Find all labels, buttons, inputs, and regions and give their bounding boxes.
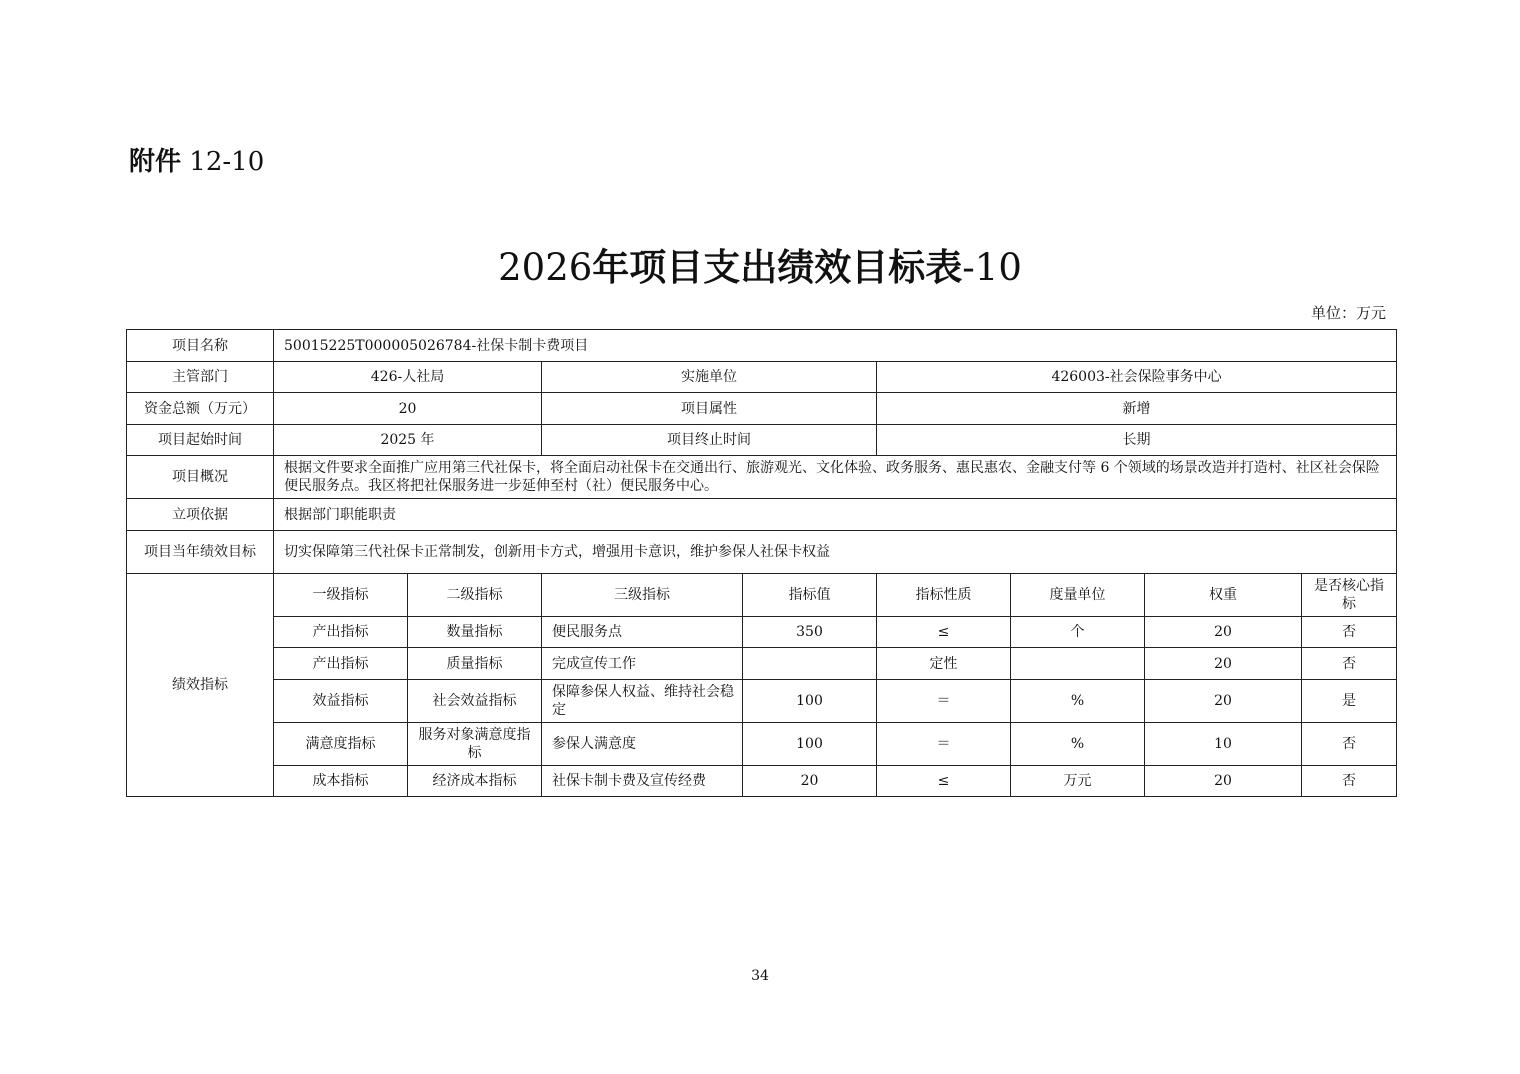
indicator-level1: 效益指标 bbox=[274, 680, 408, 723]
row-overview bbox=[127, 456, 1397, 499]
indicator-row bbox=[127, 680, 1397, 723]
indicator-unit: % bbox=[1011, 680, 1145, 723]
indicator-row bbox=[127, 617, 1397, 648]
attr-label: 项目属性 bbox=[542, 393, 877, 425]
row-department bbox=[127, 362, 1397, 393]
row-project-name bbox=[127, 330, 1397, 362]
row-goal bbox=[127, 531, 1397, 574]
goal-label: 项目当年绩效目标 bbox=[127, 531, 274, 574]
performance-table bbox=[126, 329, 1397, 797]
indicator-weight: 20 bbox=[1145, 766, 1302, 797]
header-level1: 一级指标 bbox=[274, 574, 408, 617]
indicator-level2: 数量指标 bbox=[408, 617, 542, 648]
header-nature: 指标性质 bbox=[877, 574, 1011, 617]
indicator-section-label: 绩效指标 bbox=[127, 574, 274, 797]
indicator-core: 否 bbox=[1302, 723, 1397, 766]
indicator-level3: 参保人满意度 bbox=[542, 723, 743, 766]
indicator-level3: 社保卡制卡费及宣传经费 bbox=[542, 766, 743, 797]
indicator-level1: 产出指标 bbox=[274, 648, 408, 680]
indicator-weight: 20 bbox=[1145, 648, 1302, 680]
basis-label: 立项依据 bbox=[127, 499, 274, 531]
attachment-label bbox=[129, 142, 264, 182]
indicator-nature: ≤ bbox=[877, 617, 1011, 648]
indicator-weight: 20 bbox=[1145, 680, 1302, 723]
indicator-row bbox=[127, 723, 1397, 766]
end-label: 项目终止时间 bbox=[542, 425, 877, 456]
attachment-text: 附件 bbox=[129, 147, 182, 177]
indicator-weight: 10 bbox=[1145, 723, 1302, 766]
header-unit: 度量单位 bbox=[1011, 574, 1145, 617]
overview-label: 项目概况 bbox=[127, 456, 274, 499]
unit-label: 单位：万元 bbox=[1310, 304, 1386, 322]
dept-value: 426-人社局 bbox=[274, 362, 542, 393]
header-level3: 三级指标 bbox=[542, 574, 743, 617]
attachment-number: 12-10 bbox=[189, 147, 265, 177]
project-name-label: 项目名称 bbox=[127, 330, 274, 362]
indicator-level2: 经济成本指标 bbox=[408, 766, 542, 797]
indicator-level3: 保障参保人权益、维持社会稳定 bbox=[542, 680, 743, 723]
header-level2: 二级指标 bbox=[408, 574, 542, 617]
attr-value: 新增 bbox=[877, 393, 1397, 425]
row-period bbox=[127, 425, 1397, 456]
indicator-level1: 产出指标 bbox=[274, 617, 408, 648]
impl-value: 426003-社会保险事务中心 bbox=[877, 362, 1397, 393]
header-value: 指标值 bbox=[743, 574, 877, 617]
indicator-row bbox=[127, 766, 1397, 797]
basis-value: 根据部门职能职责 bbox=[274, 499, 1397, 531]
indicator-core: 否 bbox=[1302, 648, 1397, 680]
indicator-nature: ＝ bbox=[877, 680, 1011, 723]
goal-value: 切实保障第三代社保卡正常制发，创新用卡方式，增强用卡意识，维护参保人社保卡权益 bbox=[274, 531, 1397, 574]
impl-label: 实施单位 bbox=[542, 362, 877, 393]
indicator-unit bbox=[1011, 648, 1145, 680]
overview-value: 根据文件要求全面推广应用第三代社保卡，将全面启动社保卡在交通出行、旅游观光、文化体验、政务服务、惠民惠农、金融支付等 6 个领域的场景改造并打造村、社区社会保险便民服务点。我区将把社保服务进一步延伸至村（社）便民服务中心。 bbox=[274, 456, 1397, 499]
indicator-nature: ≤ bbox=[877, 766, 1011, 797]
indicator-unit: 万元 bbox=[1011, 766, 1145, 797]
indicator-value: 350 bbox=[743, 617, 877, 648]
indicator-core: 是 bbox=[1302, 680, 1397, 723]
indicator-level3: 完成宣传工作 bbox=[542, 648, 743, 680]
dept-label: 主管部门 bbox=[127, 362, 274, 393]
title-main: 年项目支出绩效目标表 bbox=[592, 246, 963, 289]
indicator-value: 20 bbox=[743, 766, 877, 797]
end-value: 长期 bbox=[877, 425, 1397, 456]
start-value: 2025 年 bbox=[274, 425, 542, 456]
indicator-core: 否 bbox=[1302, 766, 1397, 797]
indicator-unit: 个 bbox=[1011, 617, 1145, 648]
indicator-row bbox=[127, 648, 1397, 680]
indicator-core: 否 bbox=[1302, 617, 1397, 648]
indicator-level2: 服务对象满意度指标 bbox=[408, 723, 542, 766]
header-weight: 权重 bbox=[1145, 574, 1302, 617]
row-fund bbox=[127, 393, 1397, 425]
indicator-nature: ＝ bbox=[877, 723, 1011, 766]
indicator-header-row bbox=[127, 574, 1397, 617]
indicator-value: 100 bbox=[743, 680, 877, 723]
indicator-level2: 质量指标 bbox=[408, 648, 542, 680]
title-suffix: -10 bbox=[962, 246, 1022, 289]
indicator-unit: % bbox=[1011, 723, 1145, 766]
title-year: 2026 bbox=[498, 246, 593, 289]
indicator-weight: 20 bbox=[1145, 617, 1302, 648]
indicator-level1: 满意度指标 bbox=[274, 723, 408, 766]
project-name-value: 50015225T000005026784-社保卡制卡费项目 bbox=[274, 330, 1397, 362]
header-core: 是否核心指标 bbox=[1302, 574, 1397, 617]
page-title bbox=[0, 242, 1520, 294]
start-label: 项目起始时间 bbox=[127, 425, 274, 456]
fund-value: 20 bbox=[274, 393, 542, 425]
fund-label: 资金总额（万元） bbox=[127, 393, 274, 425]
indicator-nature: 定性 bbox=[877, 648, 1011, 680]
page-number: 34 bbox=[751, 968, 769, 984]
indicator-value: 100 bbox=[743, 723, 877, 766]
indicator-level1: 成本指标 bbox=[274, 766, 408, 797]
indicator-level3: 便民服务点 bbox=[542, 617, 743, 648]
row-basis bbox=[127, 499, 1397, 531]
indicator-value bbox=[743, 648, 877, 680]
indicator-level2: 社会效益指标 bbox=[408, 680, 542, 723]
